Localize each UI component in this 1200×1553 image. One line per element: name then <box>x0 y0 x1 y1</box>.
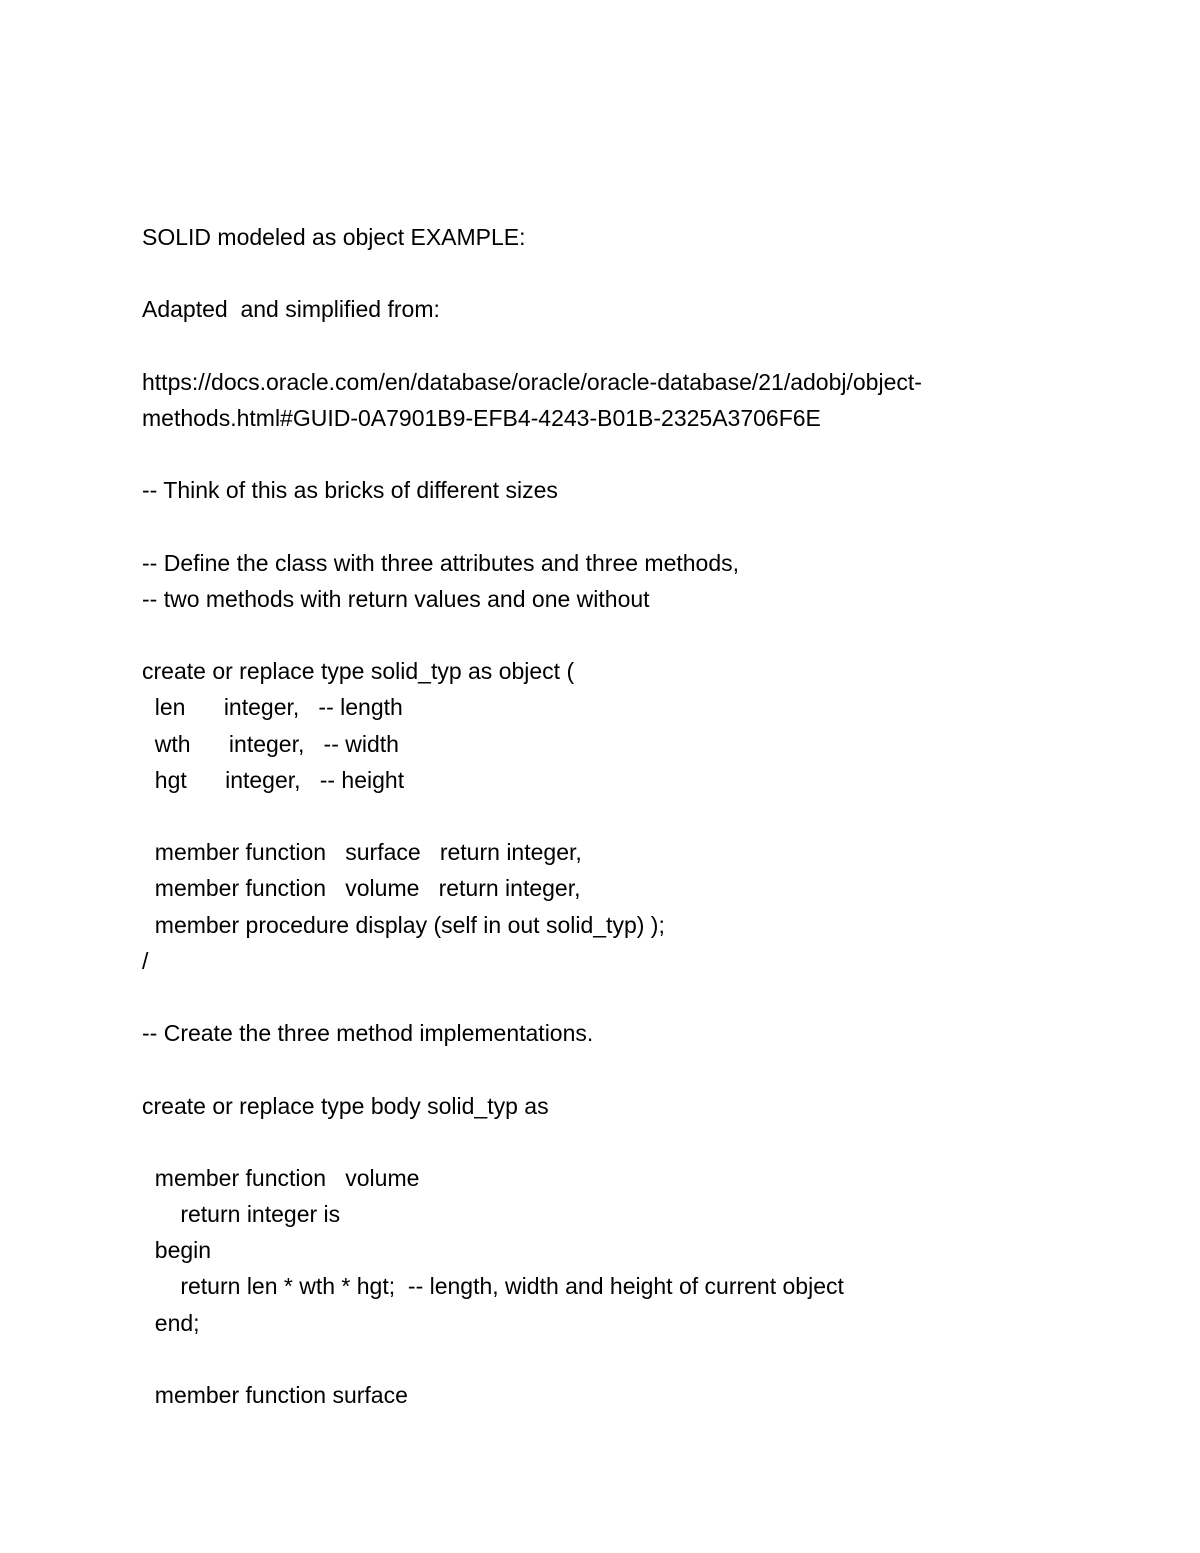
body-volume-return-type: return integer is <box>142 1201 341 1228</box>
body-surface-function: member function surface <box>142 1382 408 1408</box>
terminator-slash: / <box>142 947 149 974</box>
document-title: SOLID modeled as object EXAMPLE: <box>142 224 526 250</box>
blank-line <box>142 1051 1142 1087</box>
blank-line <box>142 436 1142 472</box>
body-return-expression: return len * wth * hgt; -- length, width and height of current object <box>142 1273 844 1300</box>
comment-define-2: -- two methods with return values and one without <box>142 585 650 612</box>
blank-line <box>142 1124 1142 1160</box>
type-body-declaration: create or replace type body solid_typ as <box>142 1092 549 1119</box>
blank-line <box>142 1341 1142 1377</box>
attribute-len: len integer, -- length <box>142 694 403 721</box>
body-begin: begin <box>142 1237 212 1264</box>
comment-define-1: -- Define the class with three attributes and three methods, <box>142 549 740 576</box>
source-url-line-1: https://docs.oracle.com/en/database/oracle/oracle-database/21/adobj/object- <box>142 368 922 395</box>
attribute-wth: wth integer, -- width <box>142 730 399 757</box>
document-body <box>142 219 1142 1413</box>
comment-bricks: -- Think of this as bricks of different sizes <box>142 477 558 504</box>
blank-line <box>142 798 1142 834</box>
blank-line <box>142 979 1142 1015</box>
blank-line <box>142 255 1142 291</box>
blank-line <box>142 328 1142 364</box>
method-surface: member function surface return integer, <box>142 839 582 866</box>
type-declaration: create or replace type solid_typ as object ( <box>142 658 575 685</box>
blank-line <box>142 617 1142 653</box>
method-display: member procedure display (self in out solid_typ) ); <box>142 911 665 938</box>
blank-line <box>142 509 1142 545</box>
body-volume-function: member function volume <box>142 1164 420 1191</box>
source-label: Adapted and simplified from: <box>142 296 440 323</box>
comment-implementations: -- Create the three method implementations. <box>142 1020 594 1047</box>
attribute-hgt: hgt integer, -- height <box>142 766 405 793</box>
method-volume: member function volume return integer, <box>142 875 581 902</box>
source-url-line-2: methods.html#GUID-0A7901B9-EFB4-4243-B01B-2325A3706F6E <box>142 404 821 431</box>
body-end: end; <box>142 1309 200 1336</box>
